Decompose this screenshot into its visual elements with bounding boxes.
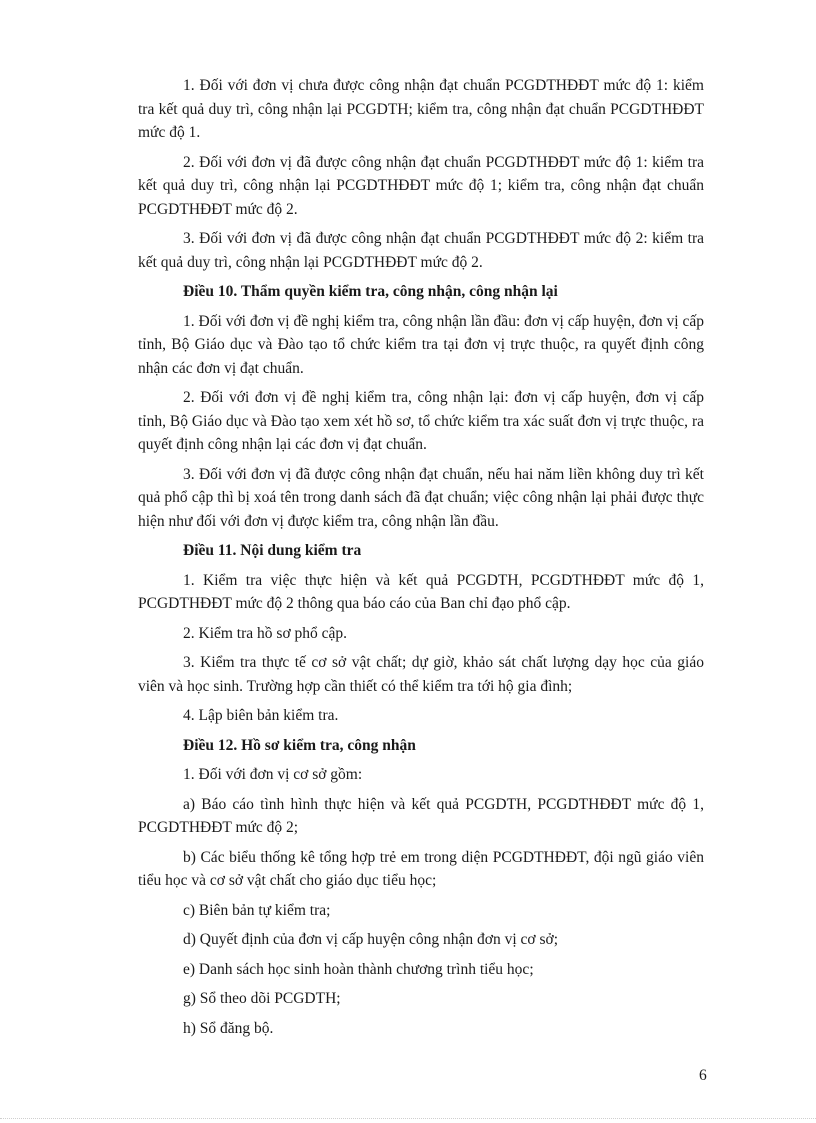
list-item: b) Các biểu thống kê tổng hợp trẻ em trong diện PCGDTHĐĐT, đội ngũ giáo viên tiểu học và cơ sở vật chất cho giáo dục tiểu học; — [138, 848, 704, 889]
list-item: e) Danh sách học sinh hoàn thành chương trình tiểu học; — [183, 960, 534, 978]
list-item: a) Báo cáo tình hình thực hiện và kết quả PCGDTH, PCGDTHĐĐT mức độ 1, PCGDTHĐĐT mức độ 2; — [138, 795, 704, 836]
page-bottom-divider — [0, 1118, 816, 1119]
list-item: g) Sổ theo dõi PCGDTH; — [183, 990, 341, 1007]
paragraph: 4. Lập biên bản kiểm tra. — [183, 707, 339, 724]
list-item: d) Quyết định của đơn vị cấp huyện công nhận đơn vị cơ sở; — [183, 931, 558, 948]
paragraph: 3. Đối với đơn vị đã được công nhận đạt chuẩn PCGDTHĐĐT mức độ 2: kiểm tra kết quả duy trì, công nhận lại PCGDTHĐĐT mức độ 2. — [138, 230, 704, 271]
paragraph: 1. Kiểm tra việc thực hiện và kết quả PCGDTH, PCGDTHĐĐT mức độ 1, PCGDTHĐĐT mức độ 2 thông qua báo cáo của Ban chỉ đạo phổ cập. — [138, 571, 704, 612]
paragraph: 3. Đối với đơn vị đã được công nhận đạt chuẩn, nếu hai năm liền không duy trì kết quả phổ cập thì bị xoá tên trong danh sách đã đạt chuẩn; việc công nhận lại phải được thực hiện như đối với đơn vị được kiểm tra, công nhận lần đầu. — [138, 465, 704, 530]
paragraph: 2. Đối với đơn vị đề nghị kiểm tra, công nhận lại: đơn vị cấp huyện, đơn vị cấp tỉnh, Bộ Giáo dục và Đào tạo xem xét hồ sơ, tổ chức kiểm tra xác suất đơn vị trực thuộc, ra quyết định công nhận lại các đơn vị đạt chuẩn. — [138, 389, 704, 453]
paragraph: 3. Kiểm tra thực tế cơ sở vật chất; dự giờ, khảo sát chất lượng dạy học của giáo viên và học sinh. Trường hợp cần thiết có thể kiểm tra tới hộ gia đình; — [138, 654, 704, 695]
list-item: c) Biên bản tự kiểm tra; — [183, 901, 331, 919]
paragraph: 2. Kiểm tra hồ sơ phổ cập. — [183, 624, 348, 642]
document-body — [138, 74, 704, 1046]
paragraph: 1. Đối với đơn vị chưa được công nhận đạt chuẩn PCGDTHĐĐT mức độ 1: kiểm tra kết quả duy trì, công nhận lại PCGDTH; kiểm tra, công nhận đạt chuẩn PCGDTHĐĐT mức độ 1. — [138, 77, 704, 141]
paragraph: 2. Đối với đơn vị đã được công nhận đạt chuẩn PCGDTHĐĐT mức độ 1: kiểm tra kết quả duy trì, công nhận lại PCGDTHĐĐT mức độ 1; kiểm tra, công nhận đạt chuẩn PCGDTHĐĐT mức độ 2. — [138, 153, 704, 218]
paragraph: 1. Đối với đơn vị đề nghị kiểm tra, công nhận lần đầu: đơn vị cấp huyện, đơn vị cấp tỉnh, Bộ Giáo dục và Đào tạo tổ chức kiểm tra tại đơn vị trực thuộc, ra quyết định công nhận các đơn vị đạt chuẩn. — [138, 312, 704, 377]
page-number: 6 — [699, 1067, 707, 1084]
list-item: h) Sổ đăng bộ. — [183, 1019, 274, 1037]
article-heading: Điều 11. Nội dung kiểm tra — [183, 542, 362, 559]
article-heading: Điều 10. Thẩm quyền kiểm tra, công nhận, công nhận lại — [183, 283, 558, 300]
article-heading: Điều 12. Hồ sơ kiểm tra, công nhận — [183, 736, 416, 754]
paragraph: 1. Đối với đơn vị cơ sở gồm: — [183, 766, 363, 783]
